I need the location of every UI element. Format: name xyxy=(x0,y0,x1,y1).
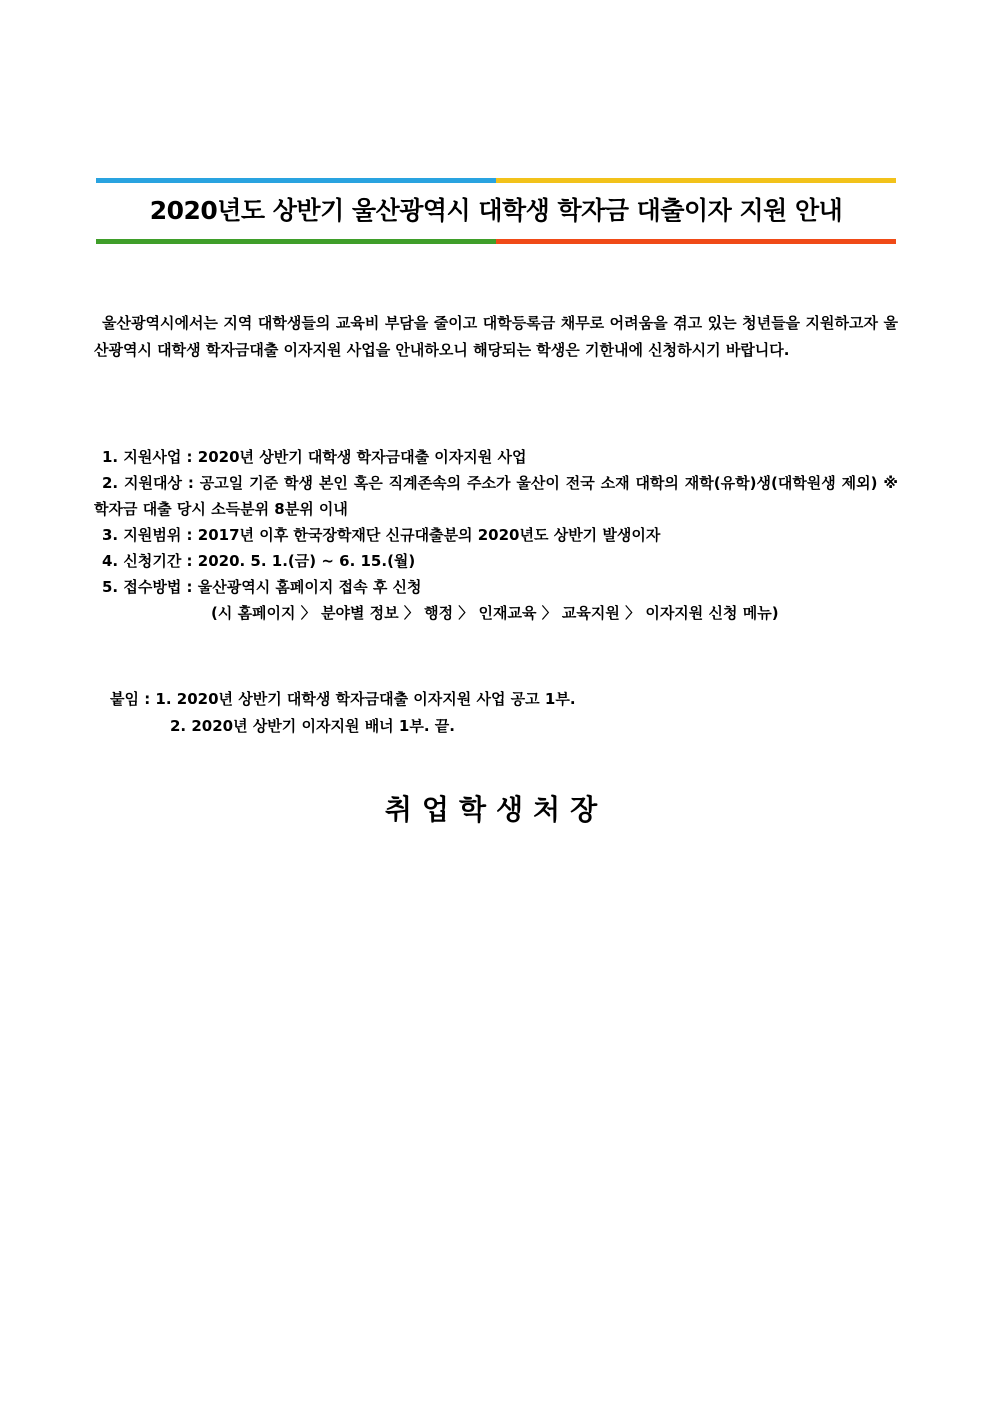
list-item-text: 2. 지원대상 : 공고일 기준 학생 본인 혹은 직계존속의 주소가 울산이 전국 소재 대학의 재학(유학)생(대학원생 제외) ※ 학자금 대출 당시 소득분위 8분위 이내 xyxy=(94,474,898,518)
intro-paragraph: 울산광역시에서는 지역 대학생들의 교육비 부담을 줄이고 대학등록금 채무로 어려움을 겪고 있는 청년들을 지원하고자 울산광역시 대학생 학자금대출 이자지원 사업을 안내하오니 해당되는 학생은 기한내에 신청하시기 바랍니다. xyxy=(94,314,898,359)
item-list xyxy=(94,444,898,626)
list-item-text: 5. 접수방법 : 울산광역시 홈페이지 접속 후 신청 xyxy=(102,578,422,596)
list-item-text: 3. 지원범위 : 2017년 이후 한국장학재단 신규대출분의 2020년도 상반기 발생이자 xyxy=(102,526,661,544)
banner-bar-bottom-left xyxy=(96,239,496,244)
banner-bar-bottom-right xyxy=(496,239,896,244)
title-banner xyxy=(96,178,896,244)
list-item-text: 1. 지원사업 : 2020년 상반기 대학생 학자금대출 이자지원 사업 xyxy=(102,448,527,466)
list-item-text: 4. 신청기간 : 2020. 5. 1.(금) ~ 6. 15.(월) xyxy=(102,552,416,570)
attachments xyxy=(110,686,890,740)
menu-path: (시 홈페이지 〉 분야별 정보 〉 행정 〉 인재교육 〉 교육지원 〉 이자지원 신청 메뉴) xyxy=(211,604,779,622)
signature: 취업학생처장 xyxy=(384,793,608,826)
list-item xyxy=(94,470,898,522)
list-item xyxy=(94,574,898,600)
document-title: 2020년도 상반기 울산광역시 대학생 학자금 대출이자 지원 안내 xyxy=(149,196,843,225)
list-item xyxy=(94,522,898,548)
attachment-line-1: 붙임 : 1. 2020년 상반기 대학생 학자금대출 이자지원 사업 공고 1부. xyxy=(110,690,576,708)
list-item xyxy=(94,444,898,470)
list-item xyxy=(94,548,898,574)
attachment-line-2: 2. 2020년 상반기 이자지원 배너 1부. 끝. xyxy=(170,717,455,735)
